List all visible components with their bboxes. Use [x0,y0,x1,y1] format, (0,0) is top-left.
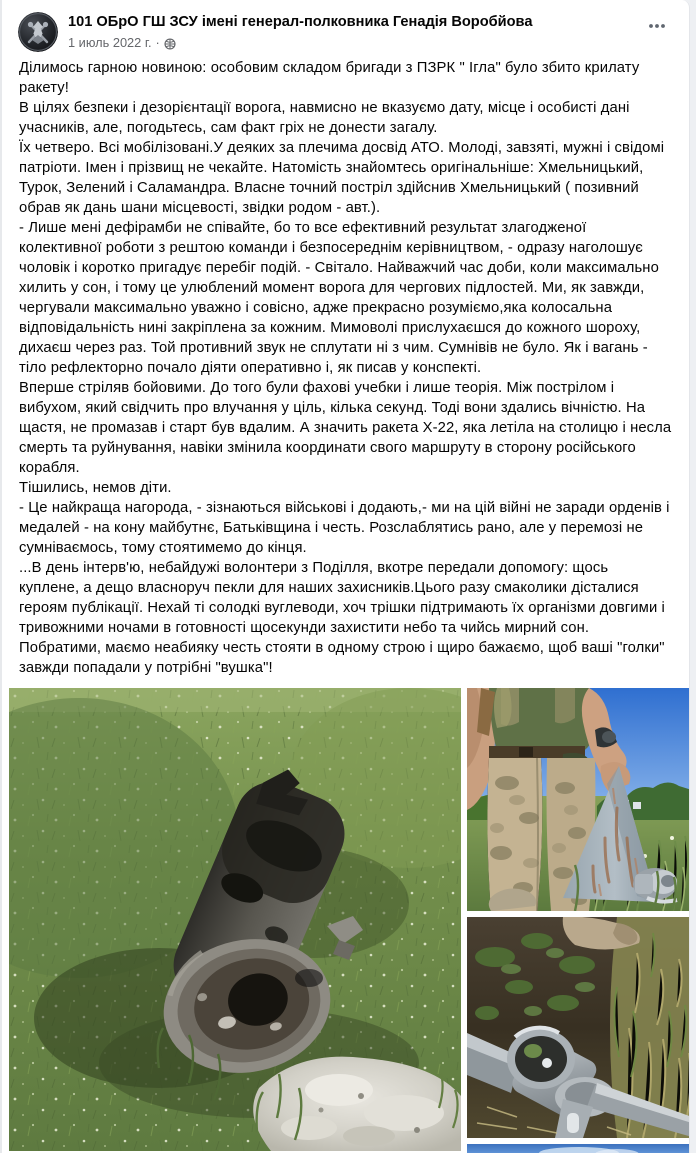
post-paragraph: Побратими, маємо неабияку честь стояти в одному строю і щиро бажаємо, щоб ваші "голки" завжди попадали у потрібні "вушка"! [19,640,665,676]
brigade-emblem-icon [18,12,58,52]
page-name-link[interactable]: 101 ОБрО ГШ ЗСУ імені генерал-полковника Генадія Воробйова [68,14,533,30]
meta-separator: · [155,35,160,50]
post-meta-row [68,35,641,51]
soldier-fin-illustration [467,688,690,911]
post-paragraph: Вперше стріляв бойовими. До того були фахові учебки і лише теорія. Між пострілом і вибухом, який свідчить про влучання у ціль, кілька секунд. Тоді вони здались вічністю. На щастя, не промазав і старт був вдалим. А значить ракета Х-22, яка летіла на столицю і несла смерть та руйнування, навіки змінила координати свого маршруту в сторону російського корабля. [19,380,672,476]
post-text [2,56,689,688]
page-avatar[interactable] [18,12,58,52]
post-paragraph: ...В день інтерв'ю, небайдужі волонтери з Поділля, вкотре передали допомогу: щось куплене, а дещо власноруч пекли для наших захисників.Цього разу смаколики дісталися героям публікації. Нехай ті солодкі вуглеводи, хоч трішки підтримають їх організми довгими і тривожними ночами в готовності щосекунди захистити небо та чийсь мирний сон. [19,560,665,636]
post-paragraph: Ділимось гарною новиною: особовим складом бригади з ПЗРК " Ігла" було збито крилату ракету! [19,60,640,96]
globe-icon [164,38,176,50]
post-paragraph: - Це найкраща нагорода, - зізнаються військові і додають,- ми на цій війні не заради орденів і медалей - на кону майбутнє, Батьківщина і честь. Розслаблятись рано, але у перемозі не сумніваємось, тому стоятимемо до кінця. [19,500,670,556]
photo-soldier-with-fin[interactable] [467,688,690,911]
post-paragraph: - Лише мені дефірамби не співайте, бо то все ефективний результат злагодженої колективної роботи з рештою команди і безпосереднім керівництвом, - одразу наголошує чоловік і коротко пригадує перебіг подій. - Світало. Найважчий час доби, коли максимально хилить у сон, і тому це улюблений момент ворога для чергових підлостей. Ми, як завжди, чергували максимально уважно і совісно, адже прекрасно розуміємо,яка колосальна відповідальність нині закріплена за кожним. Мимоволі прислухаєшся до кожного шороху, дихаєш через раз. Той противний звук не сплутати ні з чим. Сумнівів не було. Як і вагань - тіло рефлекторно почало діяти оперативно і, як писав у конспекті. [19,220,659,376]
post-options-button[interactable] [641,10,673,42]
ellipsis-icon [647,16,667,36]
missile-debris-illustration [9,688,461,1151]
post-paragraph: В цілях безпеки і дезорієнтації ворога, навмисно не вказуємо дату, місце і особисті дані учасників, але, погодьтесь, сам факт гріх не донести загалу. [19,100,630,136]
photo-sky-partial[interactable] [467,1144,690,1153]
metal-part-illustration [467,917,690,1138]
post-paragraph: Тішились, немов діти. [19,480,172,496]
header-text-block [58,12,641,51]
photo-missile-debris[interactable] [9,688,461,1151]
sky-strip-illustration [467,1144,690,1153]
photo-collage [9,688,689,1153]
post-header [2,0,689,56]
post-timestamp[interactable]: 1 июль 2022 г. [68,35,152,50]
photo-metal-part[interactable] [467,917,690,1138]
post-paragraph: Їх четверо. Всі мобілізовані.У деяких за плечима досвід АТО. Молоді, завзяті, мужні і свідомі патріоти. Імен і прізвищ не чекайте. Натомість знайомтесь оригінальніше: Хмельницький, Турок, Зелений і Саламандра. Власне точний постріл здійснив Хмельницький ( позивний обрав як дань шани місцевості, звідки родом - авт.). [19,140,665,216]
